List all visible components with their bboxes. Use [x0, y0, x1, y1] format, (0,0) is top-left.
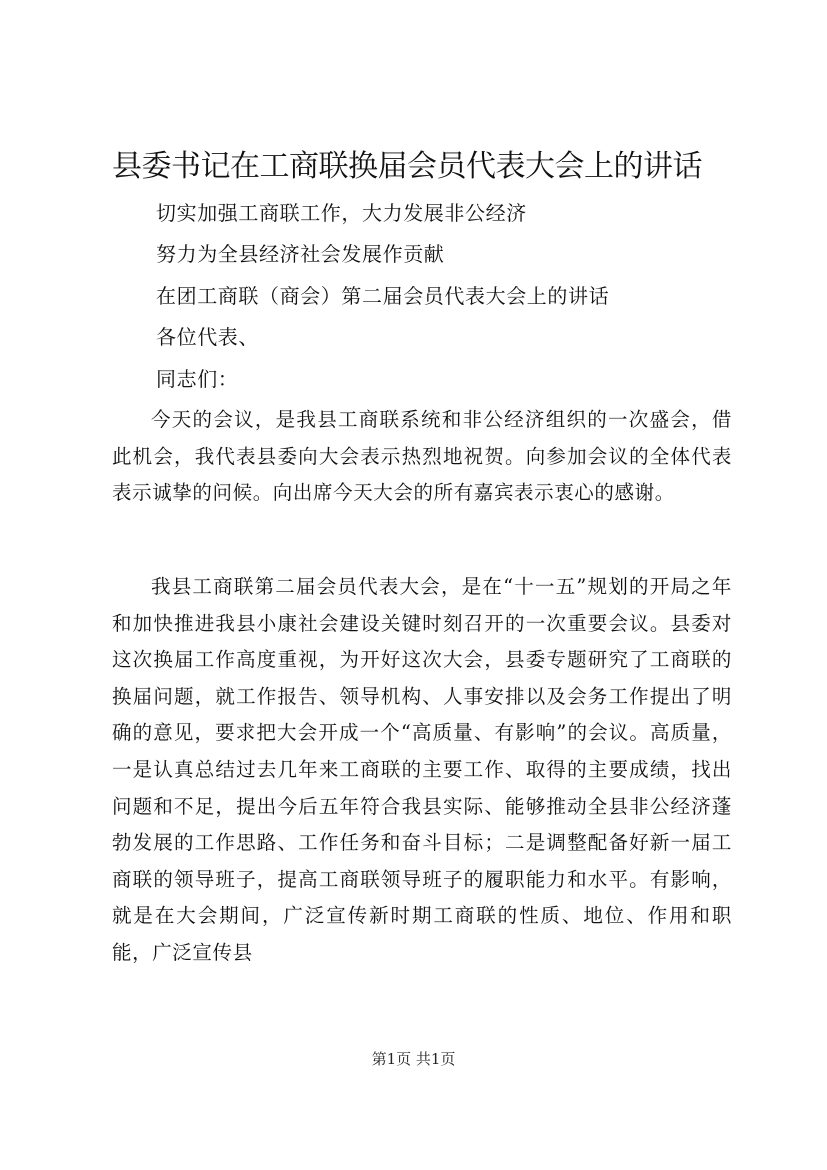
page-footer: 第1页 共1页: [371, 1050, 456, 1068]
subtitle-line-2: 努力为全县经济社会发展作贡献: [156, 242, 445, 266]
document-title: 县委书记在工商联换届会员代表大会上的讲话: [112, 149, 702, 184]
salutation-line-2: 同志们：: [156, 367, 239, 391]
body-paragraph-1: 今天的会议，是我县工商联系统和非公经济组织的一次盛会，借此机会，我代表县委向大会表示热烈地祝贺。向参加会议的全体代表表示诚挚的问候。向出席今天大会的所有嘉宾表示衷心的感谢。: [112, 408, 732, 505]
subtitle-line-1: 切实加强工商联工作，大力发展非公经济: [156, 201, 527, 225]
salutation-line-1: 各位代表、: [156, 325, 259, 349]
subtitle-line-3: 在团工商联（商会）第二届会员代表大会上的讲话: [156, 284, 610, 308]
body-paragraph-2: 我县工商联第二届会员代表大会，是在“十一五”规划的开局之年和加快推进我县小康社会建设关键时刻召开的一次重要会议。县委对这次换届工作高度重视，为开好这次大会，县委专题研究了工商联的换届问题，就工作报告、领导机构、人事安排以及会务工作提出了明确的意见，要求把大会开成一个“高质量、有影响”的会议。高质量，一是认真总结过去几年来工商联的主要工作、取得的主要成绩，找出问题和不足，提出今后五年符合我县实际、能够推动全县非公经济蓬勃发展的工作思路、工作任务和奋斗目标；二是调整配备好新一届工商联的领导班子，提高工商联领导班子的履职能力和水平。有影响，就是在大会期间，广泛宣传新时期工商联的性质、地位、作用和职能，广泛宣传县: [112, 575, 732, 964]
